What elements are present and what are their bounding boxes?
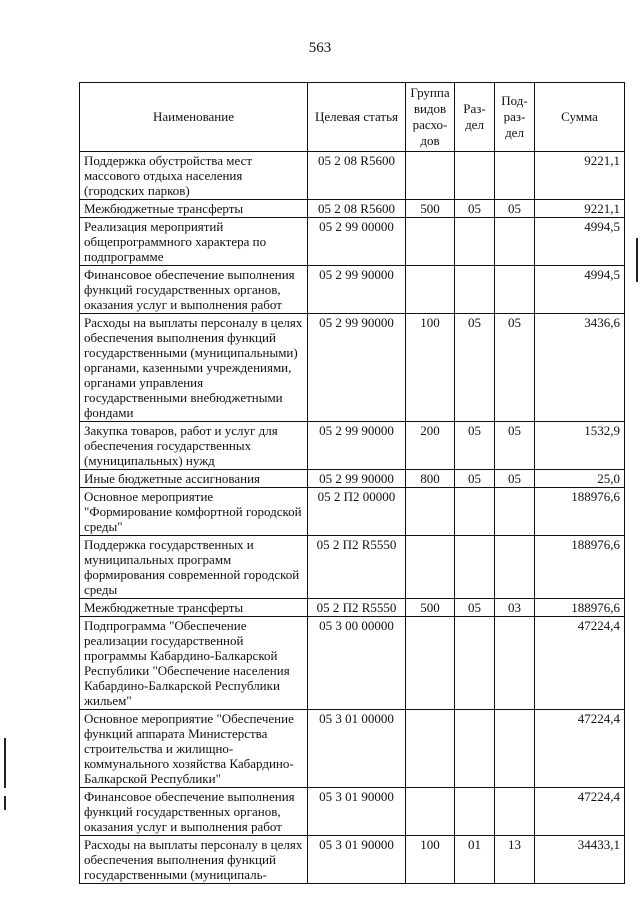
cell-sum: 3436,6 bbox=[535, 314, 625, 422]
cell-sum: 4994,5 bbox=[535, 266, 625, 314]
table-row bbox=[80, 200, 625, 218]
cell-subsection bbox=[495, 710, 535, 788]
cell-name: Реализация мероприятий общепрограммного характера по подпрограмме bbox=[80, 218, 308, 266]
cell-target: 05 2 99 90000 bbox=[308, 422, 406, 470]
cell-name: Финансовое обеспечение выполнения функций государственных органов, оказания услуг и выполнения работ bbox=[80, 788, 308, 836]
cell-section bbox=[455, 218, 495, 266]
table-row bbox=[80, 788, 625, 836]
header-group: Группа видов расхо- дов bbox=[406, 83, 455, 152]
cell-sum: 34433,1 bbox=[535, 836, 625, 884]
cell-target: 05 3 00 00000 bbox=[308, 617, 406, 710]
cell-group bbox=[406, 488, 455, 536]
header-name: Наименование bbox=[80, 83, 308, 152]
cell-group: 500 bbox=[406, 200, 455, 218]
cell-target: 05 2 П2 R5550 bbox=[308, 599, 406, 617]
cell-name: Межбюджетные трансферты bbox=[80, 200, 308, 218]
cell-name: Расходы на выплаты персоналу в целях обеспечения выполнения функций государственными (муниципаль- bbox=[80, 836, 308, 884]
table-row bbox=[80, 710, 625, 788]
cell-target: 05 2 99 90000 bbox=[308, 314, 406, 422]
table-row bbox=[80, 836, 625, 884]
cell-section: 05 bbox=[455, 422, 495, 470]
cell-target: 05 3 01 90000 bbox=[308, 836, 406, 884]
table-row bbox=[80, 617, 625, 710]
cell-group bbox=[406, 266, 455, 314]
cell-target: 05 2 П2 00000 bbox=[308, 488, 406, 536]
cell-target: 05 2 99 90000 bbox=[308, 266, 406, 314]
cell-group: 200 bbox=[406, 422, 455, 470]
cell-group bbox=[406, 218, 455, 266]
cell-section: 05 bbox=[455, 200, 495, 218]
header-section: Раз- дел bbox=[455, 83, 495, 152]
cell-section: 01 bbox=[455, 836, 495, 884]
cell-sum: 25,0 bbox=[535, 470, 625, 488]
table-row bbox=[80, 266, 625, 314]
cell-sum: 4994,5 bbox=[535, 218, 625, 266]
cell-name: Межбюджетные трансферты bbox=[80, 599, 308, 617]
cell-sum: 188976,6 bbox=[535, 599, 625, 617]
cell-sum: 188976,6 bbox=[535, 488, 625, 536]
cell-section bbox=[455, 266, 495, 314]
cell-sum: 188976,6 bbox=[535, 536, 625, 599]
cell-subsection: 05 bbox=[495, 422, 535, 470]
cell-group: 100 bbox=[406, 836, 455, 884]
cell-name: Расходы на выплаты персоналу в целях обеспечения выполнения функций государственными (муниципальными) органами, казенными учреждениями, органами управления государственными внебюджетными фондами bbox=[80, 314, 308, 422]
cell-section bbox=[455, 152, 495, 200]
cell-target: 05 2 08 R5600 bbox=[308, 152, 406, 200]
cell-subsection bbox=[495, 536, 535, 599]
cell-name: Финансовое обеспечение выполнения функций государственных органов, оказания услуг и выполнения работ bbox=[80, 266, 308, 314]
table-row bbox=[80, 488, 625, 536]
cell-target: 05 2 99 90000 bbox=[308, 470, 406, 488]
table-row bbox=[80, 536, 625, 599]
cell-subsection bbox=[495, 218, 535, 266]
cell-sum: 47224,4 bbox=[535, 788, 625, 836]
cell-section bbox=[455, 788, 495, 836]
cell-name: Поддержка обустройства мест массового отдыха населения (городских парков) bbox=[80, 152, 308, 200]
cell-section: 05 bbox=[455, 470, 495, 488]
margin-mark-right bbox=[636, 238, 638, 282]
cell-group: 100 bbox=[406, 314, 455, 422]
cell-subsection bbox=[495, 617, 535, 710]
cell-target: 05 3 01 90000 bbox=[308, 788, 406, 836]
cell-target: 05 2 П2 R5550 bbox=[308, 536, 406, 599]
cell-sum: 9221,1 bbox=[535, 152, 625, 200]
cell-subsection: 05 bbox=[495, 470, 535, 488]
cell-target: 05 2 99 00000 bbox=[308, 218, 406, 266]
cell-subsection bbox=[495, 788, 535, 836]
cell-sum: 1532,9 bbox=[535, 422, 625, 470]
cell-section bbox=[455, 536, 495, 599]
table-row bbox=[80, 422, 625, 470]
header-sum: Сумма bbox=[535, 83, 625, 152]
table-row bbox=[80, 218, 625, 266]
cell-section: 05 bbox=[455, 599, 495, 617]
cell-sum: 47224,4 bbox=[535, 617, 625, 710]
table-row bbox=[80, 470, 625, 488]
cell-group bbox=[406, 536, 455, 599]
table-body bbox=[80, 152, 625, 884]
page-number: 563 bbox=[308, 40, 332, 56]
cell-subsection bbox=[495, 152, 535, 200]
table-header-row bbox=[80, 83, 625, 152]
cell-group: 800 bbox=[406, 470, 455, 488]
cell-target: 05 3 01 00000 bbox=[308, 710, 406, 788]
cell-subsection: 03 bbox=[495, 599, 535, 617]
cell-name: Подпрограмма "Обеспечение реализации государственной программы Кабардино-Балкарской Республики "Обеспечение населения Кабардино-Балкарской Республики жильем" bbox=[80, 617, 308, 710]
margin-mark-left-top bbox=[4, 738, 6, 788]
cell-section: 05 bbox=[455, 314, 495, 422]
cell-section bbox=[455, 488, 495, 536]
cell-subsection: 13 bbox=[495, 836, 535, 884]
cell-section bbox=[455, 617, 495, 710]
header-subsection: Под- раз- дел bbox=[495, 83, 535, 152]
table-row bbox=[80, 314, 625, 422]
cell-subsection: 05 bbox=[495, 314, 535, 422]
cell-group bbox=[406, 710, 455, 788]
cell-name: Закупка товаров, работ и услуг для обеспечения государственных (муниципальных) нужд bbox=[80, 422, 308, 470]
cell-sum: 47224,4 bbox=[535, 710, 625, 788]
margin-mark-left-bottom bbox=[4, 796, 6, 810]
cell-section bbox=[455, 710, 495, 788]
cell-name: Основное мероприятие "Формирование комфортной городской среды" bbox=[80, 488, 308, 536]
cell-name: Иные бюджетные ассигнования bbox=[80, 470, 308, 488]
cell-group bbox=[406, 152, 455, 200]
cell-group: 500 bbox=[406, 599, 455, 617]
header-target: Целевая статья bbox=[308, 83, 406, 152]
table-row bbox=[80, 599, 625, 617]
cell-name: Основное мероприятие "Обеспечение функций аппарата Министерства строительства и жилищно-коммунального хозяйства Кабардино-Балкарской Республики" bbox=[80, 710, 308, 788]
cell-target: 05 2 08 R5600 bbox=[308, 200, 406, 218]
cell-sum: 9221,1 bbox=[535, 200, 625, 218]
budget-table bbox=[79, 82, 625, 884]
cell-name: Поддержка государственных и муниципальных программ формирования современной городской среды bbox=[80, 536, 308, 599]
cell-subsection bbox=[495, 488, 535, 536]
cell-group bbox=[406, 788, 455, 836]
cell-subsection bbox=[495, 266, 535, 314]
cell-group bbox=[406, 617, 455, 710]
table-row bbox=[80, 152, 625, 200]
cell-subsection: 05 bbox=[495, 200, 535, 218]
